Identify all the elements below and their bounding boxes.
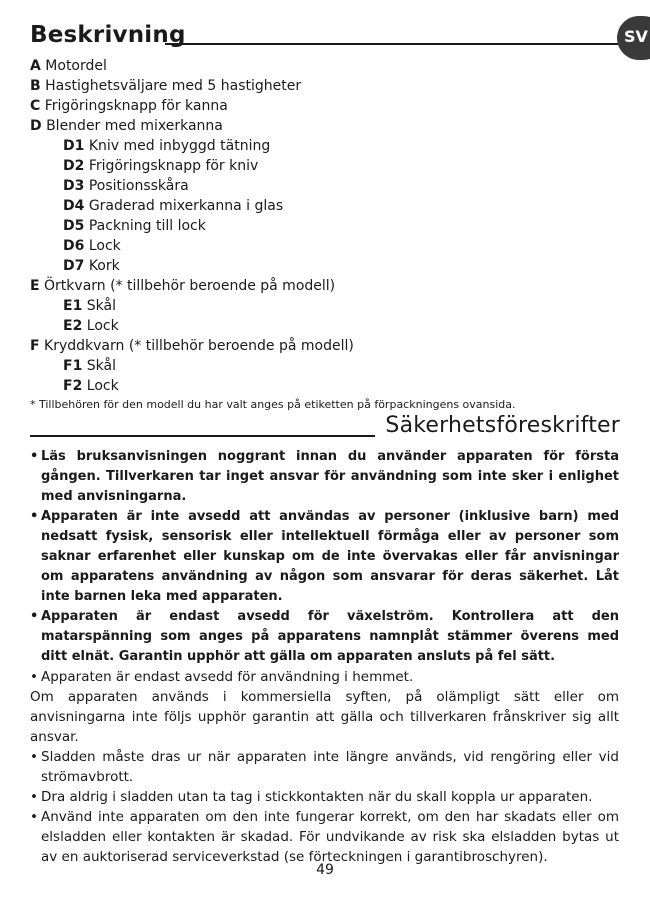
part-label: Hastighetsväljare med 5 hastigheter xyxy=(45,78,302,94)
part-label: Lock xyxy=(86,318,119,334)
part-key: F2 xyxy=(63,378,83,394)
part-key: C xyxy=(30,98,41,114)
safety-text: Apparaten är endast avsedd för användning i hemmet. xyxy=(41,669,414,685)
safety-text: Apparaten är inte avsedd att användas av personer (inklusive barn) med nedsatt fysisk, sensorisk eller intellektuell förmåga eller av personer som saknar erfarenhet eller kunskap om de inte övervakas eller får anvisningar om apparatens användning av någon som ansvarar för deras säkerhet. Låt inte barnen leka med apparaten. xyxy=(41,509,619,604)
part-label: Kryddkvarn (* tillbehör beroende på modell) xyxy=(44,338,354,354)
part-item xyxy=(30,216,630,236)
part-key: D1 xyxy=(63,138,85,154)
part-item xyxy=(30,236,630,256)
part-key: D4 xyxy=(63,198,85,214)
part-key: A xyxy=(30,58,41,74)
part-item xyxy=(30,156,630,176)
safety-bullet-item xyxy=(30,607,619,667)
part-label: Skål xyxy=(86,358,116,374)
safety-bullet-item xyxy=(30,667,619,687)
part-label: Frigöringsknapp för kanna xyxy=(44,98,228,114)
part-item xyxy=(30,56,630,76)
language-badge xyxy=(617,16,650,60)
bullet-icon: • xyxy=(30,609,39,624)
part-key: E xyxy=(30,278,40,294)
part-label: Lock xyxy=(88,238,121,254)
part-label: Frigöringsknapp för kniv xyxy=(88,158,259,174)
section-title-description: Beskrivning xyxy=(30,22,186,48)
part-item xyxy=(30,96,630,116)
part-item xyxy=(30,356,630,376)
part-key: D6 xyxy=(63,238,85,254)
part-item xyxy=(30,176,630,196)
part-label: Örtkvarn (* tillbehör beroende på modell) xyxy=(44,278,336,294)
safety-bullet-item xyxy=(30,787,619,807)
safety-text: Sladden måste dras ur när apparaten inte längre används, vid rengöring eller vid strömavbrott. xyxy=(41,749,619,785)
safety-bullet-item xyxy=(30,447,619,507)
parts-list xyxy=(30,56,630,396)
part-label: Motordel xyxy=(45,58,107,74)
part-item xyxy=(30,336,630,356)
part-key: F xyxy=(30,338,40,354)
part-key: D2 xyxy=(63,158,85,174)
part-label: Packning till lock xyxy=(88,218,206,234)
part-label: Blender med mixerkanna xyxy=(46,118,223,134)
part-item xyxy=(30,296,630,316)
safety-text: Läs bruksanvisningen noggrant innan du använder apparaten för första gången. Tillverkaren tar inget ansvar för användning som inte sker i enlighet med anvisningarna. xyxy=(41,449,619,504)
safety-text: Dra aldrig i sladden utan ta tag i stickkontakten när du skall koppla ur apparaten. xyxy=(41,789,593,805)
safety-instructions xyxy=(30,447,619,867)
part-label: Positionsskåra xyxy=(88,178,189,194)
part-key: B xyxy=(30,78,41,94)
part-key: F1 xyxy=(63,358,83,374)
safety-bullet-item xyxy=(30,747,619,787)
part-key: E1 xyxy=(63,298,83,314)
part-item xyxy=(30,256,630,276)
part-item xyxy=(30,376,630,396)
part-label: Skål xyxy=(86,298,116,314)
part-item xyxy=(30,276,630,296)
part-item xyxy=(30,316,630,336)
safety-bullet-item xyxy=(30,507,619,607)
safety-text: Apparaten är endast avsedd för växelström. Kontrollera att den matarspänning som anges på apparatens namnplåt stämmer överens med ditt elnät. Garantin upphör att gälla om apparaten ansluts på fel sätt. xyxy=(41,609,619,664)
part-key: D5 xyxy=(63,218,85,234)
part-item xyxy=(30,196,630,216)
safety-divider xyxy=(30,435,375,437)
bullet-icon: • xyxy=(30,749,38,765)
part-label: Kork xyxy=(88,258,120,274)
part-item xyxy=(30,136,630,156)
safety-text: Använd inte apparaten om den inte fungerar korrekt, om den har skadats eller om elsladden eller kontakten är skadad. För undvikande av risk ska elsladden bytas ut av en auktoriserad serviceverkstad (se förteckningen i garantibroschyren). xyxy=(41,809,619,865)
safety-paragraph xyxy=(30,687,619,747)
bullet-icon: • xyxy=(30,669,38,685)
language-badge-label: SV xyxy=(624,27,648,46)
bullet-icon: • xyxy=(30,449,39,464)
page-number: 49 xyxy=(316,862,334,878)
part-label: Kniv med inbyggd tätning xyxy=(88,138,271,154)
part-item xyxy=(30,76,630,96)
bullet-icon: • xyxy=(30,809,38,825)
accessory-footnote: * Tillbehören för den modell du har valt anges på etiketten på förpackningens ovansida. xyxy=(30,398,516,411)
part-label: Graderad mixerkanna i glas xyxy=(88,198,284,214)
safety-bullet-item xyxy=(30,807,619,867)
part-key: D3 xyxy=(63,178,85,194)
safety-text: Om apparaten används i kommersiella syften, på olämpligt sätt eller om anvisningarna inte följs upphör garantin att gälla och tillverkaren frånskriver sig allt ansvar. xyxy=(30,689,619,745)
part-key: D xyxy=(30,118,42,134)
part-label: Lock xyxy=(86,378,119,394)
part-item xyxy=(30,116,630,136)
bullet-icon: • xyxy=(30,509,39,524)
section-title-safety: Säkerhetsföreskrifter xyxy=(385,413,620,438)
part-key: D7 xyxy=(63,258,85,274)
title-divider xyxy=(165,43,620,45)
part-key: E2 xyxy=(63,318,83,334)
bullet-icon: • xyxy=(30,789,38,805)
